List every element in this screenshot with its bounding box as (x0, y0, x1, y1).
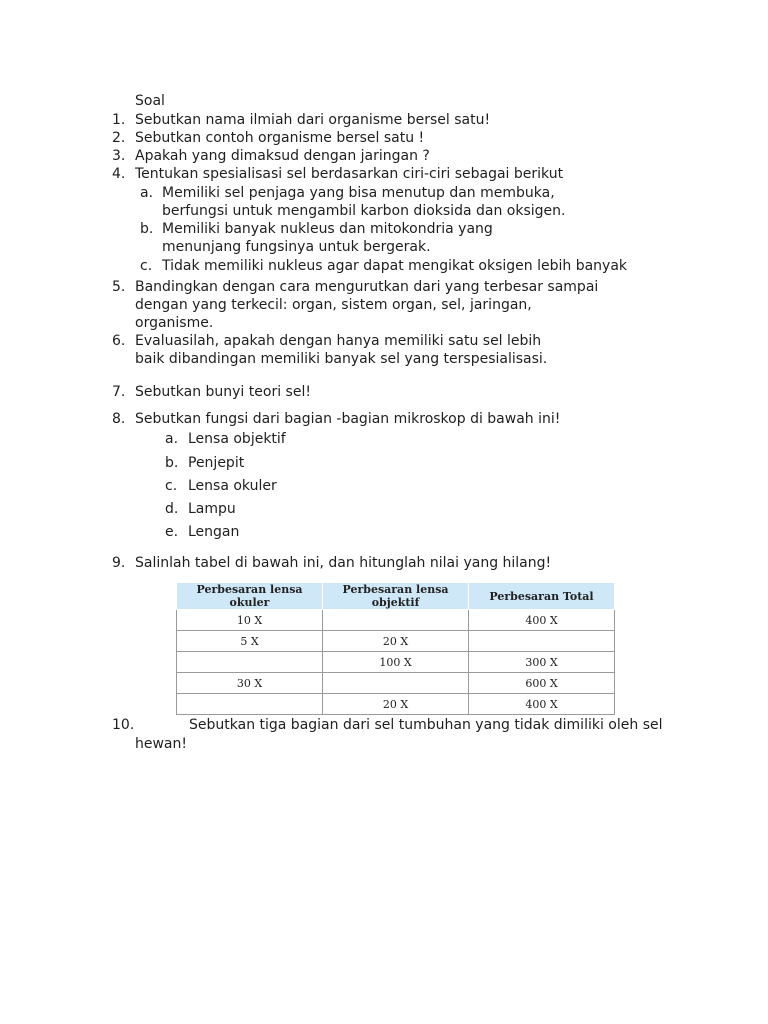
sub-item-text: Memiliki banyak nukleus dan mitokondria yang (162, 221, 493, 237)
sub-item-label: c. (140, 258, 153, 274)
table-row (177, 652, 615, 673)
sub-item-label: a. (140, 185, 154, 201)
table-cell: 100 X (323, 652, 469, 673)
question-text: hewan! (135, 736, 188, 752)
table-header-row (177, 583, 615, 610)
question-text: Sebutkan nama ilmiah dari organisme bersel satu! (135, 112, 491, 128)
magnification-table (176, 582, 615, 715)
question-text: dengan yang terkecil: organ, sistem organ, sel, jaringan, (135, 297, 532, 313)
sub-item-label: e. (165, 524, 179, 540)
question-text: Tentukan spesialisasi sel berdasarkan ciri-ciri sebagai berikut (135, 166, 564, 182)
table-cell: 30 X (177, 673, 323, 694)
table-row (177, 694, 615, 715)
table-cell: 5 X (177, 631, 323, 652)
sub-item-label: b. (165, 455, 179, 471)
question-text: Sebutkan bunyi teori sel! (135, 384, 311, 400)
question-number: 3. (112, 148, 126, 164)
table-cell (469, 631, 615, 652)
question-text: Sebutkan contoh organisme bersel satu ! (135, 130, 425, 146)
question-number: 2. (112, 130, 126, 146)
table-cell: 10 X (177, 610, 323, 631)
table-cell (323, 610, 469, 631)
table-cell: 600 X (469, 673, 615, 694)
sub-item-text: Memiliki sel penjaga yang bisa menutup dan membuka, (162, 185, 555, 201)
question-number: 9. (112, 555, 126, 571)
table-cell: 20 X (323, 694, 469, 715)
table-row (177, 631, 615, 652)
table-header-cell: Perbesaran lensa objektif (323, 583, 469, 610)
question-number: 5. (112, 279, 126, 295)
sub-item-label: d. (165, 501, 179, 517)
sub-item-text: Lengan (188, 524, 240, 540)
question-number: 7. (112, 384, 126, 400)
question-text: Bandingkan dengan cara mengurutkan dari yang terbesar sampai (135, 279, 599, 295)
sub-item-text: Tidak memiliki nukleus agar dapat mengikat oksigen lebih banyak (162, 258, 628, 274)
sub-item-text: Penjepit (188, 455, 245, 471)
question-number: 1. (112, 112, 126, 128)
question-number: 8. (112, 411, 126, 427)
table-cell (177, 652, 323, 673)
table-row (177, 610, 615, 631)
table-row (177, 673, 615, 694)
question-text: organisme. (135, 315, 214, 331)
sub-item-label: c. (165, 478, 178, 494)
sub-item-text: Lampu (188, 501, 236, 517)
table-cell (177, 694, 323, 715)
table-cell: 400 X (469, 610, 615, 631)
sub-item-text: Lensa okuler (188, 478, 277, 494)
table-header-cell: Perbesaran Total (469, 583, 615, 610)
sub-item-text: Lensa objektif (188, 431, 286, 447)
question-text: Salinlah tabel di bawah ini, dan hitunglah nilai yang hilang! (135, 555, 552, 571)
sub-item-text: berfungsi untuk mengambil karbon dioksida dan oksigen. (162, 203, 566, 219)
page-title: Soal (135, 93, 165, 109)
question-number: 10. (112, 717, 135, 733)
question-text: Sebutkan fungsi dari bagian -bagian mikroskop di bawah ini! (135, 411, 561, 427)
sub-item-text: menunjang fungsinya untuk bergerak. (162, 239, 431, 255)
question-text: Sebutkan tiga bagian dari sel tumbuhan yang tidak dimiliki oleh sel (189, 717, 663, 733)
sub-item-label: b. (140, 221, 154, 237)
table-cell: 20 X (323, 631, 469, 652)
question-text: Evaluasilah, apakah dengan hanya memiliki satu sel lebih (135, 333, 542, 349)
sub-item-label: a. (165, 431, 179, 447)
question-text: Apakah yang dimaksud dengan jaringan ? (135, 148, 430, 164)
table-cell: 400 X (469, 694, 615, 715)
table-cell (323, 673, 469, 694)
table-cell: 300 X (469, 652, 615, 673)
question-text: baik dibandingan memiliki banyak sel yang terspesialisasi. (135, 351, 548, 367)
table-header-cell: Perbesaran lensa okuler (177, 583, 323, 610)
question-number: 4. (112, 166, 126, 182)
question-number: 6. (112, 333, 126, 349)
